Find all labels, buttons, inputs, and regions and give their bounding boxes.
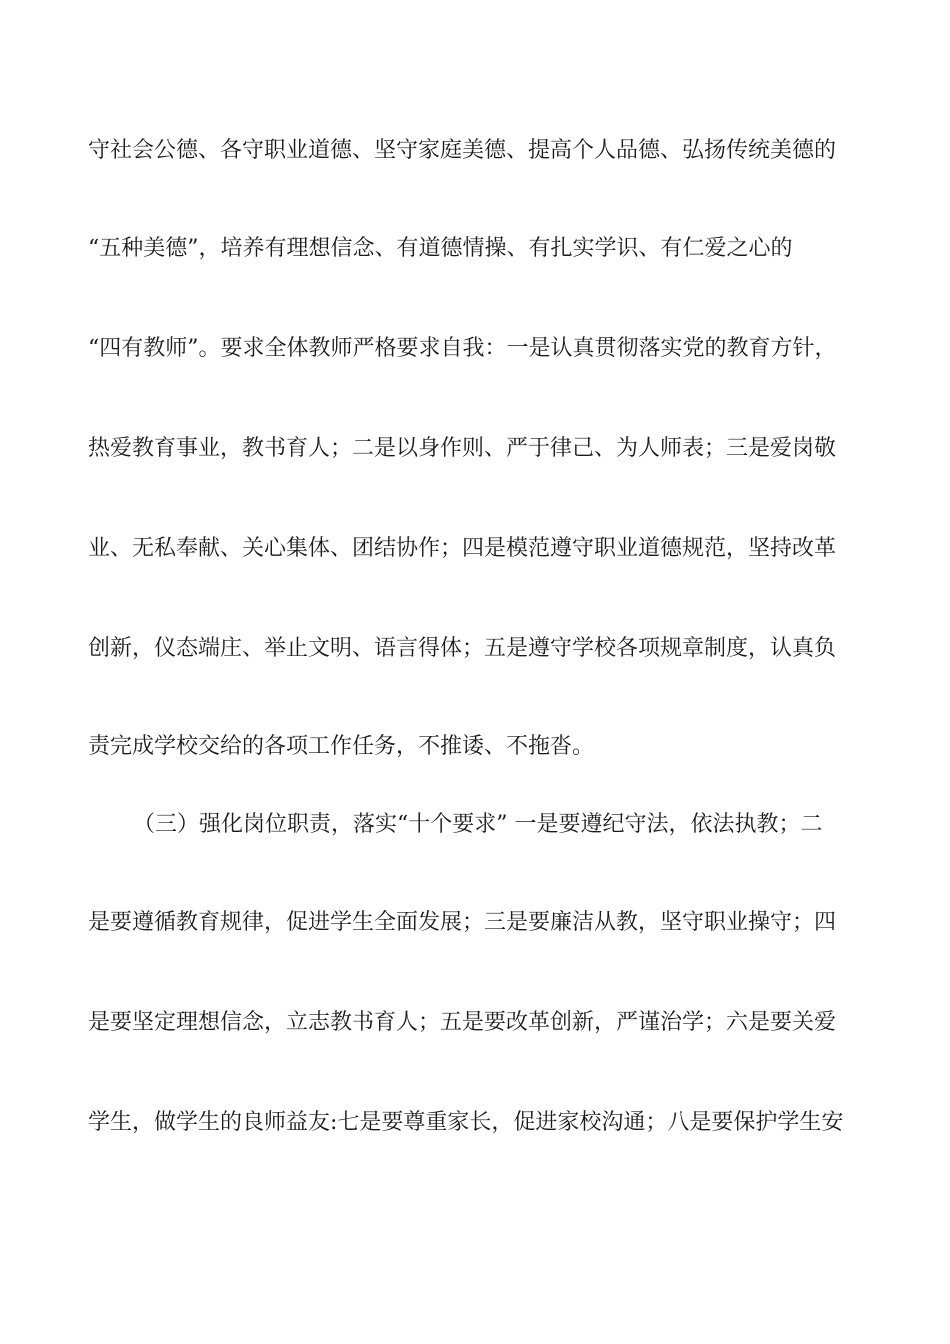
body-text-line: 学生，做学生的良师益友:七是要尊重家长，促进家校沟通；八是要保护学生安 xyxy=(88,1110,844,1135)
body-text-line: “五种美德”，培养有理想信念、有道德情操、有扎实学识、有仁爱之心的 xyxy=(88,236,793,261)
body-text-line: 是要遵循教育规律，促进学生全面发展；三是要廉洁从教，坚守职业操守；四 xyxy=(88,910,837,935)
body-text-line: 创新，仪态端庄、举止文明、语言得体；五是遵守学校各项规章制度，认真负 xyxy=(88,636,837,661)
section-heading-line: （三）强化岗位职责，落实“十个要求” 一是要遵纪守法，依法执教；二 xyxy=(133,812,823,837)
body-text-line: 业、无私奉献、关心集体、团结协作；四是模范遵守职业道德规范，坚持改革 xyxy=(88,536,837,561)
body-text-line: 热爱教育事业，教书育人；二是以身作则、严于律己、为人师表；三是爱岗敬 xyxy=(88,436,837,461)
body-text-line: 责完成学校交给的各项工作任务，不推诿、不拖沓。 xyxy=(88,734,595,759)
body-text-line: 是要坚定理想信念，立志教书育人；五是要改革创新，严谨治学；六是要关爱 xyxy=(88,1010,837,1035)
body-text-line: “四有教师”。要求全体教师严格要求自我：一是认真贯彻落实党的教育方针， xyxy=(88,336,837,361)
body-text-line: 守社会公德、各守职业道德、坚守家庭美德、提高个人品德、弘扬传统美德的 xyxy=(88,138,837,163)
